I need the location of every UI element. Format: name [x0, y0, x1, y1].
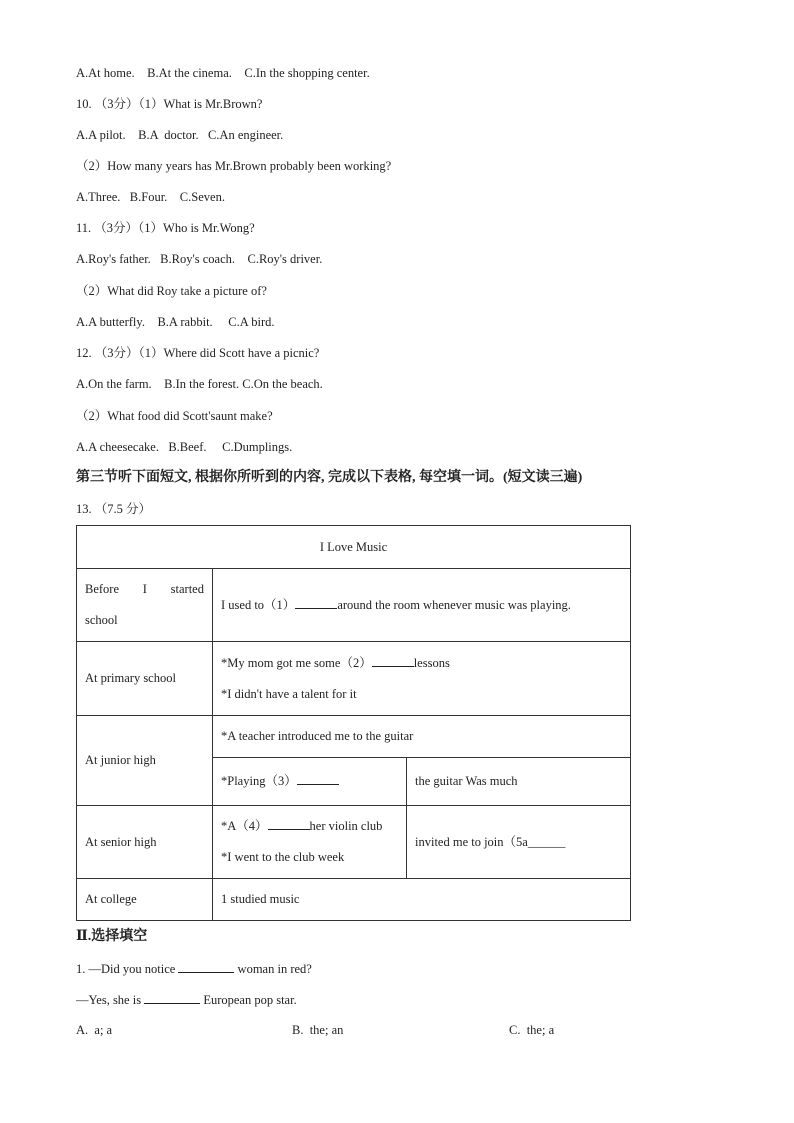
section2-heading: Ⅱ.选择填空 [76, 929, 148, 944]
row-senior-right: invited me to join（5a______ [407, 806, 631, 879]
label-word: school [85, 613, 118, 627]
q10-part2-options: A.Three. B.Four. C.Seven. [76, 190, 225, 204]
cell-text: *My mom got me some（2） [221, 655, 372, 670]
cell-text: *Playing（3） [221, 774, 297, 788]
row-college-label: At college [77, 879, 213, 921]
q11-part1-options: A.Roy's father. B.Roy's coach. C.Roy's driver. [76, 252, 323, 266]
part2-q1-line2 [76, 991, 297, 1008]
cell-text: *I didn't have a talent for it [221, 686, 357, 701]
q-text: —Yes, she is [76, 993, 142, 1007]
q-text: 1. —Did you notice [76, 962, 176, 976]
q9-options: A.At home. B.At the cinema. C.In the shopping center. [76, 66, 370, 80]
row-junior-label: At junior high [77, 716, 213, 806]
cell-text: her violin club [309, 819, 383, 833]
row-senior-content [213, 806, 407, 879]
q11-part1: 11. （3分）（1）Who is Mr.Wong? [76, 221, 255, 235]
q12-part1: 12. （3分）（1）Where did Scott have a picnic? [76, 346, 320, 360]
row-senior-label: At senior high [77, 806, 213, 879]
q12-part2: （2）What food did Scott'saunt make? [76, 409, 273, 423]
cell-text: lessons [413, 655, 450, 670]
q10-part1: 10. （3分）（1）What is Mr.Brown? [76, 97, 263, 111]
q10-part1-options: A.A pilot. B.A doctor. C.An engineer. [76, 128, 284, 142]
option-a[interactable]: A. a; a [76, 1023, 113, 1037]
row-junior-line2 [213, 758, 407, 806]
option-b[interactable]: B. the; an [292, 1023, 344, 1037]
answer-blank-1[interactable] [295, 596, 337, 609]
row-junior-right: the guitar Was much [407, 758, 631, 806]
answer-blank-2[interactable] [372, 654, 414, 667]
cell-text: around the room whenever music was playing. [337, 597, 571, 612]
row-before-school-content [213, 569, 631, 642]
part2-q1-line1 [76, 960, 312, 977]
answer-blank-3[interactable] [297, 772, 339, 785]
music-table [76, 525, 631, 921]
table-title: I Love Music [77, 526, 631, 569]
label-word: Before [85, 582, 120, 596]
cell-text: I used to（1） [221, 597, 296, 612]
answer-blank-4[interactable] [268, 817, 310, 830]
row-primary-content [213, 642, 631, 716]
q11-part2: （2）What did Roy take a picture of? [76, 284, 267, 298]
row-primary-label: At primary school [77, 642, 213, 716]
cell-text: *I went to the club week [221, 850, 345, 864]
label-word: started [170, 582, 204, 596]
q12-part2-options: A.A cheesecake. B.Beef. C.Dumplings. [76, 440, 293, 454]
label-word: I [142, 582, 147, 596]
answer-blank-q1b[interactable] [144, 991, 200, 1004]
q-text: woman in red? [237, 962, 312, 976]
q-text: European pop star. [203, 993, 297, 1007]
answer-blank-q1a[interactable] [178, 960, 234, 973]
section3-heading: 第三节听下面短文, 根据你所听到的内容, 完成以下表格, 每空填一词。(短文读三遍) [76, 470, 583, 485]
cell-text: *A（4） [221, 819, 268, 833]
q10-part2: （2）How many years has Mr.Brown probably been working? [76, 159, 392, 173]
q13-label: 13. （7.5 分） [76, 502, 152, 516]
option-c[interactable]: C. the; a [509, 1023, 555, 1037]
row-before-school-label [77, 569, 213, 642]
q11-part2-options: A.A butterfly. B.A rabbit. C.A bird. [76, 315, 275, 329]
row-junior-line1: *A teacher introduced me to the guitar [213, 716, 631, 758]
row-college-content: 1 studied music [213, 879, 631, 921]
q12-part1-options: A.On the farm. B.In the forest. C.On the beach. [76, 377, 323, 391]
